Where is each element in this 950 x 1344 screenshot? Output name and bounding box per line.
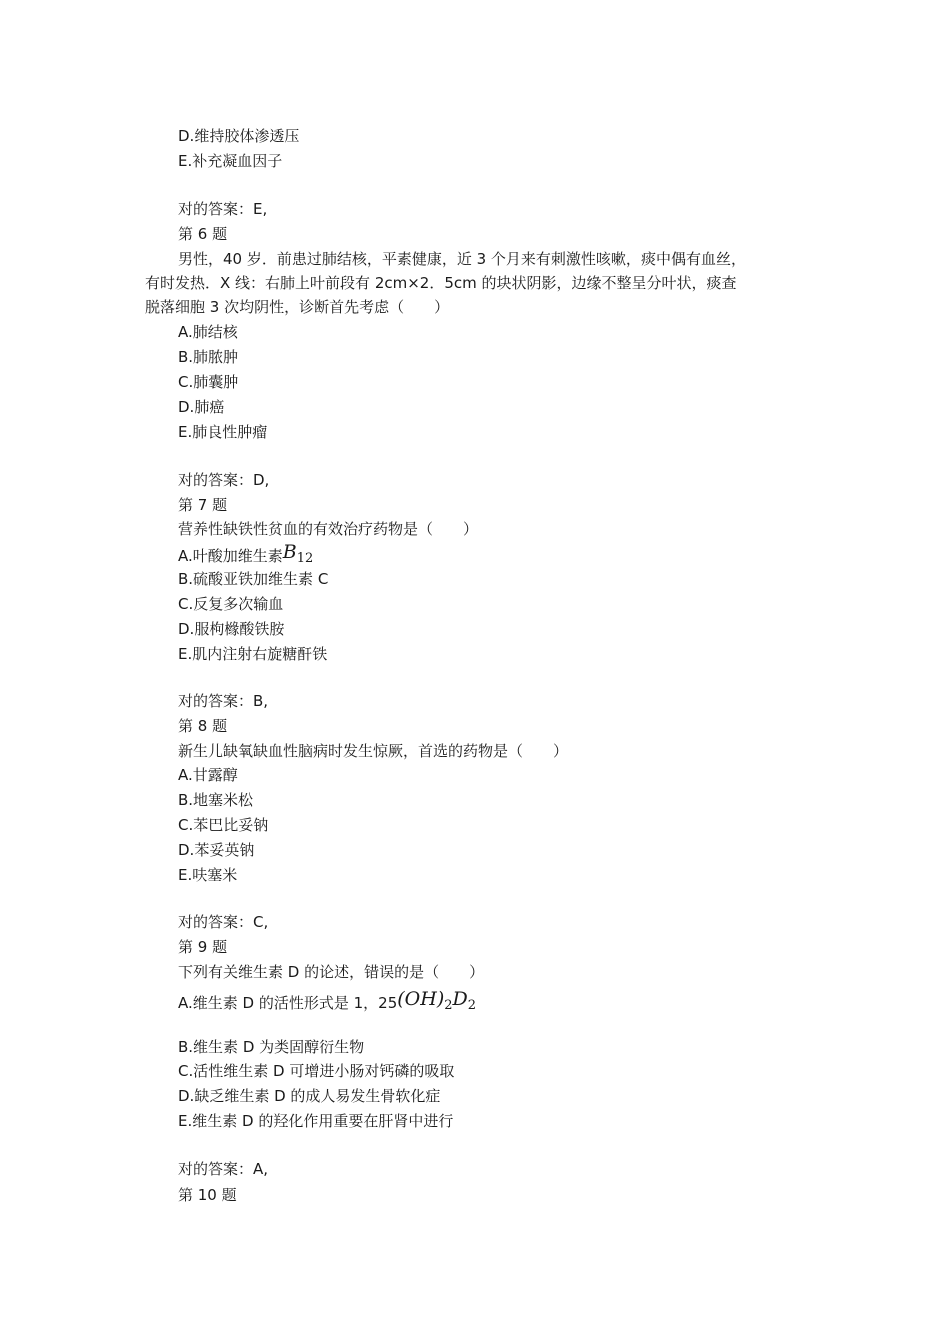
q6-option-b: B.肺脓肿 <box>178 348 239 366</box>
q6-number: 第 6 题 <box>178 225 228 243</box>
q9-number: 第 9 题 <box>178 938 228 956</box>
q6-option-a: A.肺结核 <box>178 323 238 341</box>
q7-stem: 营养性缺铁性贫血的有效治疗药物是（ ） <box>178 520 479 538</box>
q8-option-b: B.地塞米松 <box>178 791 254 809</box>
q8-answer: 对的答案：C, <box>178 913 269 931</box>
q9-option-c: C.活性维生素 D 可增进小肠对钙磷的吸取 <box>178 1062 455 1080</box>
q6-answer: 对的答案：D, <box>178 471 270 489</box>
q6-stem-line2: 有时发热．X 线：右肺上叶前段有 2cm×2．5cm 的块状阴影，边缘不整呈分叶状，痰查 <box>145 274 737 292</box>
q8-option-c: C.苯巴比妥钠 <box>178 816 269 834</box>
q8-stem: 新生儿缺氧缺血性脑病时发生惊厥，首选的药物是（ ） <box>178 742 569 760</box>
q9-option-a-formula: $(OH)_2D_2$ <box>397 988 477 1013</box>
q5-answer: 对的答案：E, <box>178 200 268 218</box>
q7-option-b: B.硫酸亚铁加维生素 C <box>178 570 329 588</box>
q5-option-d: D.维持胶体渗透压 <box>178 127 300 145</box>
q6-option-e: E.肺良性肿瘤 <box>178 423 268 441</box>
q9-option-a <box>178 988 477 1013</box>
q7-option-a-text: A.叶酸加维生素 <box>178 547 283 565</box>
q7-option-e: E.肌内注射右旋糖酐铁 <box>178 645 328 663</box>
q7-option-a <box>178 541 314 566</box>
q5-option-e: E.补充凝血因子 <box>178 152 283 170</box>
q9-option-a-text: A.维生素 D 的活性形式是 1，25 <box>178 994 398 1012</box>
q7-option-c: C.反复多次输血 <box>178 595 284 613</box>
q7-answer: 对的答案：B, <box>178 692 269 710</box>
q6-option-d: D.肺癌 <box>178 398 225 416</box>
q7-number: 第 7 题 <box>178 496 228 514</box>
q8-option-d: D.苯妥英钠 <box>178 841 255 859</box>
q7-option-a-formula: $B_{12}$ <box>282 541 314 566</box>
q9-stem: 下列有关维生素 D 的论述，错误的是（ ） <box>178 963 485 981</box>
q8-option-a: A.甘露醇 <box>178 766 238 784</box>
q7-option-d: D.服枸橼酸铁胺 <box>178 620 285 638</box>
q8-number: 第 8 题 <box>178 717 228 735</box>
q6-option-c: C.肺囊肿 <box>178 373 239 391</box>
q6-stem-line3: 脱落细胞 3 次均阴性，诊断首先考虑（ ） <box>145 298 450 316</box>
q6-stem-line1: 男性，40 岁．前患过肺结核，平素健康，近 3 个月来有刺激性咳嗽，痰中偶有血丝， <box>178 250 746 268</box>
q8-option-e: E.呋塞米 <box>178 866 238 884</box>
q9-option-e: E.维生素 D 的羟化作用重要在肝肾中进行 <box>178 1112 454 1130</box>
q10-number: 第 10 题 <box>178 1186 237 1204</box>
q9-option-d: D.缺乏维生素 D 的成人易发生骨软化症 <box>178 1087 441 1105</box>
q9-answer: 对的答案：A, <box>178 1160 269 1178</box>
q9-option-b: B.维生素 D 为类固醇衍生物 <box>178 1038 365 1056</box>
